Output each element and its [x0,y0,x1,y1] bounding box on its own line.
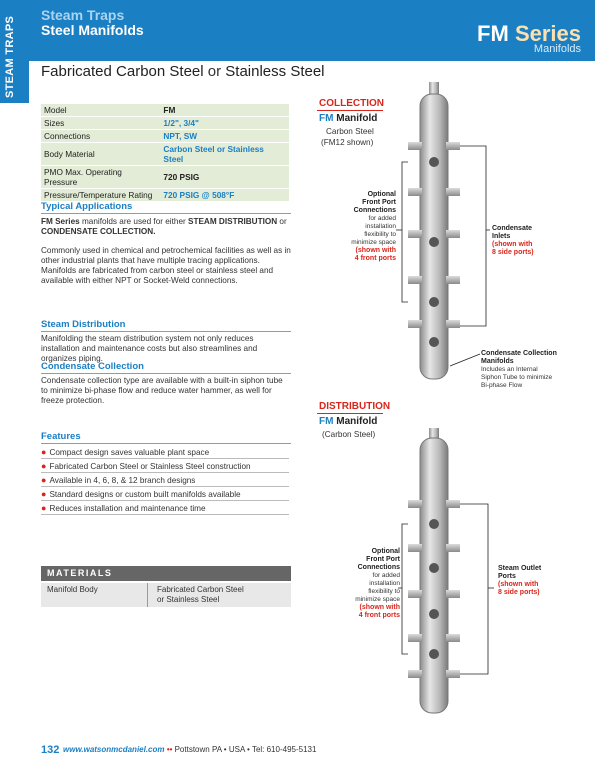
spec-row [41,104,289,117]
callout-text: for added installation [365,215,396,230]
callout-text: Connections [357,564,400,571]
divider [41,443,291,444]
callout-text: Optional [371,548,400,555]
callout-text: Connections [353,207,396,214]
divider [41,373,291,374]
series-prefix: FM [477,21,509,46]
spec-value: 720 PSIG [160,166,289,189]
callout-text: Front Port [362,199,396,206]
materials-value-2: or Stainless Steel [157,595,220,604]
typical-text: or [277,217,287,226]
collection-note: (FM12 shown) [321,138,374,147]
divider [317,413,383,414]
spec-row [41,130,289,143]
page-number: 132 [41,744,60,756]
callout-text: for added installation [369,572,400,587]
pipe-body [420,94,448,379]
spec-label: PMO Max. Operating Pressure [41,166,160,189]
callout-text: Bi-phase Flow [481,382,523,389]
series-suffix: Series [514,21,581,46]
cond-coll-title: Condensate Collection [41,361,144,372]
callout-text: 4 front ports [354,255,396,262]
spec-label: Body Material [41,143,160,166]
steam-dist-title: Steam Distribution [41,319,126,330]
bullet-icon: ● [41,475,47,485]
header-category: Steam Traps [41,7,125,23]
fm-series-text: FM Series [41,217,80,226]
subtitle-sep: or [207,63,222,80]
pipe-body [420,438,448,713]
typical-body: Commonly used in chemical and petrochemical facilities as well as in other industrial plants that have multiple tracing applications. Manifolds are fabricated from carbon steel or stainless steel and available with either NPT or Socket-Weld connections. [41,246,291,285]
feature-item [41,474,289,487]
cond-coll-text: Condensate collection type are available with a built-in siphon tube to minimize bi-phase flow and reduce water hammer, as well for freeze protection. [41,376,283,405]
name-prefix: FM [319,113,334,124]
spec-row [41,117,289,130]
distribution-material: (Carbon Steel) [322,430,376,439]
typical-text: manifolds are used for either [79,217,188,226]
name-suffix: Manifold [336,113,378,124]
collection-heading: COLLECTION [319,98,384,109]
feature-item [41,488,289,501]
callout-text: minimize space [351,239,396,246]
spec-label: Pressure/Temperature Rating [41,189,160,202]
distribution-heading: DISTRIBUTION [319,401,391,412]
callout-text: (shown with [492,241,533,248]
divider [41,213,291,214]
bullet-icon: ● [41,489,47,499]
distribution-front-callout [342,548,400,620]
website-link[interactable]: www.watsonmcdaniel.com [63,745,165,754]
feature-item [41,446,289,459]
name-prefix: FM [319,416,334,427]
divider [147,583,148,607]
cond-coll-text: CONDENSATE COLLECTION. [41,227,156,236]
subtitle-part1: Fabricated Carbon Steel [41,63,204,80]
collection-front-callout [338,191,396,263]
callout-text: (shown with [498,581,539,588]
callout-text: Ports [498,573,516,580]
materials-label: Manifold Body [47,585,98,594]
features-title: Features [41,431,81,442]
divider [41,331,291,332]
page-subtitle [41,63,325,80]
footer-contact [63,745,316,754]
spec-row [41,143,289,166]
callout-text: Condensate [492,225,533,232]
callout-text: Manifolds [481,358,514,365]
spec-label: Model [41,104,160,117]
spec-value: FM [160,104,289,117]
collection-material: Carbon Steel [326,127,374,136]
spec-value: Carbon Steel or Stainless Steel [160,143,289,166]
materials-value-1: Fabricated Carbon Steel [157,585,244,594]
spec-value: NPT, SW [160,130,289,143]
spec-row [41,189,289,202]
feature-text: Compact design saves valuable plant space [49,448,210,457]
collection-ccm-callout [481,350,557,390]
callout-text: 4 front ports [358,612,400,619]
spec-row [41,166,289,189]
callout-text: Steam Outlet [498,565,542,572]
callout-text: Front Port [366,556,400,563]
materials-row [41,583,291,607]
steam-dist-text: Manifolding the steam distribution system not only reduces installation and maintenance costs but also streamlines and organizes piping. [41,334,258,363]
side-tab [0,0,29,103]
callout-text: 8 side ports) [498,589,540,596]
header-title: Steel Manifolds [41,22,144,38]
callout-text: Siphon Tube to minimize [481,374,553,381]
collection-inlet-callout [492,225,534,257]
subtitle-part2: Stainless Steel [225,63,325,80]
feature-text: Reduces installation and maintenance time [49,504,206,513]
name-suffix: Manifold [336,416,378,427]
callout-text: minimize space [355,596,400,603]
callout-text: (shown with [355,247,396,254]
callout-text: Optional [367,191,396,198]
typical-intro [41,217,291,237]
feature-item [41,502,289,515]
spec-label: Connections [41,130,160,143]
distribution-outlet-callout [498,565,541,597]
feature-item [41,460,289,473]
steam-dist-text: STEAM DISTRIBUTION [188,217,278,226]
spec-table [41,104,289,202]
spec-label: Sizes [41,117,160,130]
series-subtitle: Manifolds [533,43,581,55]
callout-text: Condensate Collection [481,350,557,357]
callout-text: 8 side ports) [492,249,534,256]
bullet-icon: ● [41,461,47,471]
callout-text: flexibility to [364,231,396,238]
callout-text: Inlets [492,233,511,240]
feature-text: Standard designs or custom built manifolds available [49,490,241,499]
spec-value: 720 PSIG @ 508°F [160,189,289,202]
callout-text: Includes an Internal [481,366,538,373]
callout-text: flexibility to [368,588,400,595]
spec-value: 1/2", 3/4" [160,117,289,130]
typical-title: Typical Applications [41,201,133,212]
bullet-icon: ● [41,447,47,457]
callout-text: (shown with [359,604,400,611]
footer-address: Pottstown PA • USA • Tel: 610-495-5131 [174,745,317,754]
materials-header: MATERIALS [41,566,291,581]
side-tab-label: STEAM TRAPS [4,15,16,98]
bullet-icon: ● [41,503,47,513]
separator-icon: •• [166,745,173,754]
feature-text: Fabricated Carbon Steel or Stainless Steel construction [49,462,251,471]
feature-text: Available in 4, 6, 8, & 12 branch designs [49,476,196,485]
